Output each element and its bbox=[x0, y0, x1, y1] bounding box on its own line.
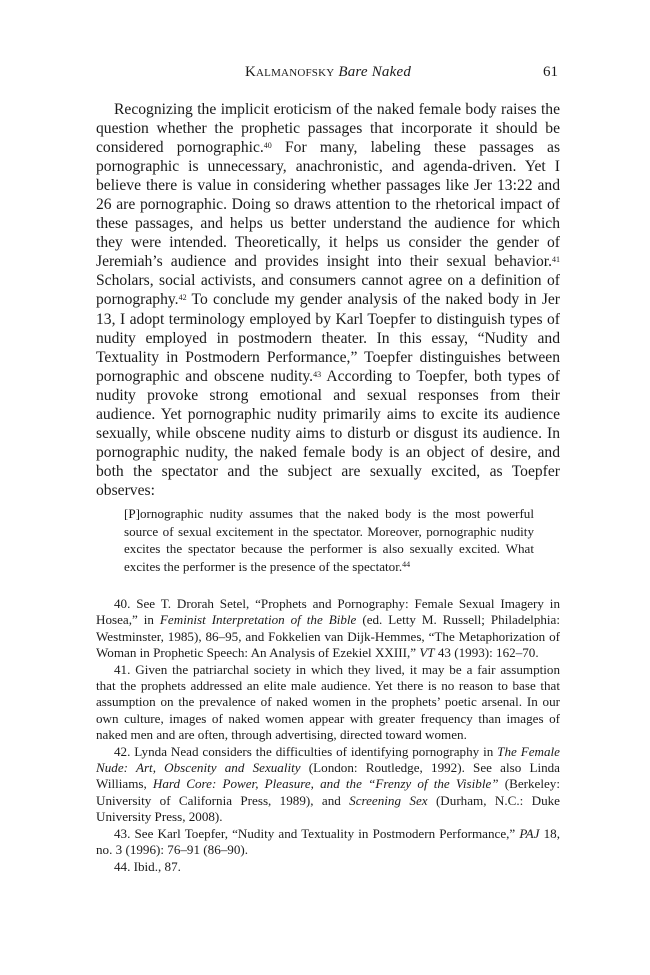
body-paragraph bbox=[96, 100, 560, 500]
footnote-text: 18, no. 3 (1996): 76–91 (86–90). bbox=[96, 825, 560, 858]
page-number: 61 bbox=[543, 64, 558, 80]
body-text-segment: To conclude my gender analysis of the naked body in Jer 13, I adopt terminology employed by Karl Toepfer to distinguish types of nudity employed in postmodern theater. In this essay, “Nudity and Textuality in Postmodern Performance,” Toepfer distinguishes between pornographic and obscene nudity. bbox=[96, 291, 560, 385]
block-quote bbox=[124, 505, 534, 575]
footnote-text: 40. See T. Drorah Setel, “Prophets and Pornography: Female Sexual Imagery in Hosea,” in bbox=[96, 596, 560, 628]
footnote-ref-44[interactable]: 44 bbox=[402, 559, 411, 569]
footnote-text: 43. See Karl Toepfer, “Nudity and Textuality in Postmodern Performance,” bbox=[114, 825, 520, 841]
footnote-text: (Berkeley: University of California Press, 1989), and bbox=[96, 776, 560, 808]
block-quote-text: [P]ornographic nudity assumes that the naked body is the most powerful source of sexual excitement in the spectator. Moreover, pornographic nudity excites the spectator because the performer is also sexually excited. What excites the performer is the presence of the spectator. bbox=[124, 506, 534, 574]
footnote-40 bbox=[96, 596, 560, 662]
footnote-italic: The Female Nude: Art, Obscenity and Sexuality bbox=[96, 743, 560, 776]
footnote-42 bbox=[96, 744, 560, 826]
footnote-text: (ed. Letty M. Russell; Philadelphia: Westminster, 1985), 86–95, and Fokkelien van Dijk-Hemmes, “The Metaphorization of Woman in Prophetic Speech: An Analysis of Ezekiel XXIII,” bbox=[96, 612, 560, 661]
footnote-ref-42[interactable]: 42 bbox=[178, 293, 187, 303]
footnote-italic: Screening Sex bbox=[349, 792, 428, 808]
footnote-44: 44. Ibid., 87. bbox=[114, 858, 181, 874]
running-head-title: Bare Naked bbox=[338, 64, 412, 80]
footnote-italic: VT bbox=[419, 645, 435, 661]
footnote-text: 43 (1993): 162–70. bbox=[434, 645, 539, 661]
body-text-segment: Scholars, social activists, and consumers cannot agree on a definition of pornography. bbox=[96, 272, 560, 309]
footnotes bbox=[96, 596, 560, 875]
body-text-segment: Recognizing the implicit eroticism of the naked female body raises the question whether the prophetic passages that incorporate it should be considered pornographic. bbox=[96, 101, 560, 157]
footnote-italic: PAJ bbox=[519, 825, 540, 841]
footnote-text: (Durham, N.C.: Duke University Press, 2008). bbox=[96, 792, 560, 825]
footnote-text: 42. Lynda Nead considers the difficulties of identifying pornography in bbox=[114, 743, 498, 759]
footnote-ref-40[interactable]: 40 bbox=[263, 141, 272, 151]
running-head bbox=[96, 64, 560, 81]
footnote-text: (London: Routledge, 1992). See also Linda Williams, bbox=[96, 760, 560, 792]
body-text-segment: For many, labeling these passages as pornographic is unnecessary, anachronistic, and agenda-driven. Yet I believe there is value in considering whether passages like Jer 13:22 and 26 are pornographic. Doing so draws attention to the rhetorical impact of these passages, and helps us better understand the audience for which they were intended. Theoretically, it helps us consider the gender of Jeremiah’s audience and provides insight into their sexual behavior. bbox=[96, 139, 561, 271]
footnote-italic: Hard Core: Power, Pleasure, and the “Frenzy of the Visible” bbox=[152, 776, 499, 792]
running-head-author: Kalmanofsky bbox=[244, 64, 335, 80]
footnote-italic: Feminist Interpretation of the Bible bbox=[159, 612, 357, 628]
footnote-ref-43[interactable]: 43 bbox=[313, 369, 322, 379]
footnote-43 bbox=[96, 826, 560, 859]
footnote-ref-41[interactable]: 41 bbox=[552, 255, 560, 265]
body-text-segment: According to Toepfer, both types of nudity provoke strong emotional and sexual responses from their audience. Yet pornographic nudity primarily aims to excite its audience sexually, while obscene nudity aims to disturb or disgust its audience. In pornographic nudity, the naked female body is an object of desire, and both the spectator and the subject are sexually excited, as Toepfer observes: bbox=[96, 367, 561, 499]
footnote-41: 41. Given the patriarchal society in which they lived, it may be a fair assumption that the prophets addressed an elite male audience. Yet there is no reason to base that assumption on the prevalence of naked women in the prophets’ poetic arsenal. In our own culture, images of naked women appear with greater frequency than images of naked men and are often, through advertising, directed toward women. bbox=[96, 661, 560, 743]
